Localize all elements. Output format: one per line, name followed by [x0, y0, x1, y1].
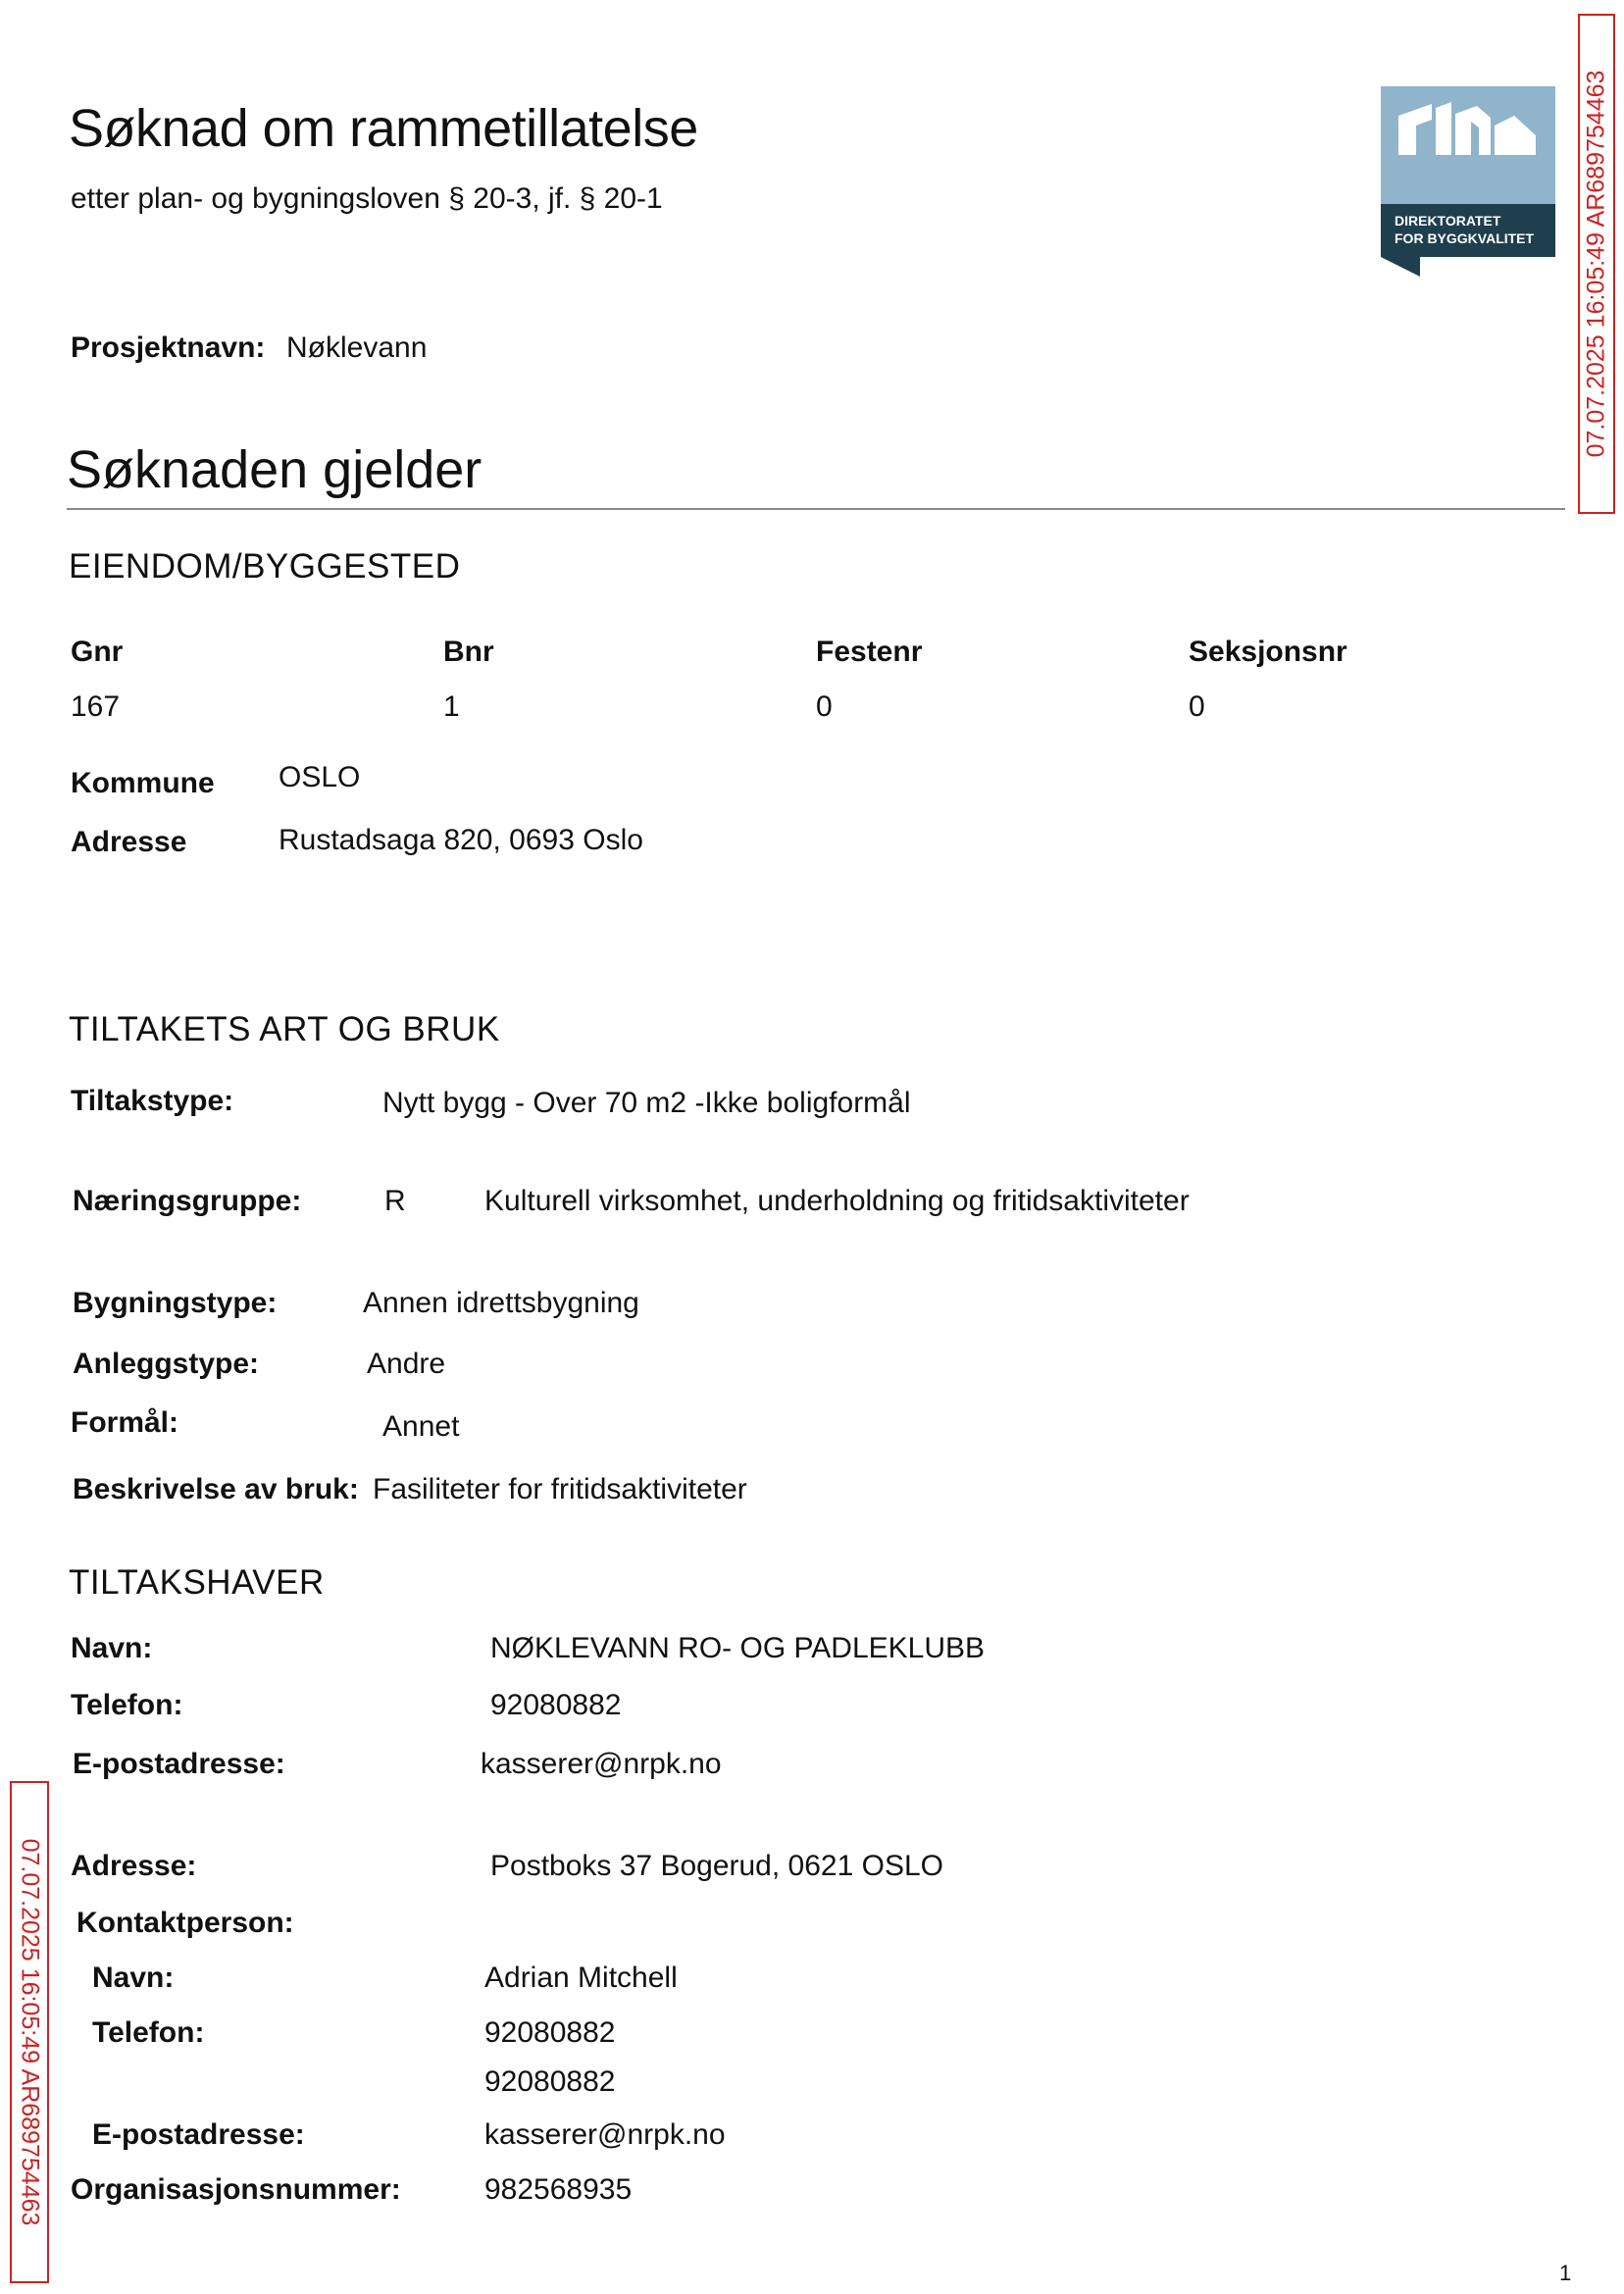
kommune-value: OSLO: [279, 761, 361, 793]
owner-navn-value: NØKLEVANN RO- OG PADLEKLUBB: [490, 1632, 986, 1664]
stamp-text: 07.07.2025 16:05:49 AR689754463: [16, 1838, 44, 2226]
owner-heading: TILTAKSHAVER: [69, 1563, 325, 1602]
timestamp-stamp-right: [1578, 14, 1615, 514]
anleggstype-label: Anleggstype:: [73, 1348, 260, 1380]
page-number: 1: [1559, 2261, 1572, 2285]
bnr-value: 1: [443, 690, 460, 723]
owner-telefon-label: Telefon:: [71, 1689, 183, 1721]
project-label: Prosjektnavn:: [71, 331, 266, 364]
beskrivelse-value: Fasiliteter for fritidsaktiviteter: [373, 1473, 747, 1505]
kontakt-telefon-value: 92080882: [484, 2016, 616, 2049]
naeringsgruppe-label: Næringsgruppe:: [73, 1185, 302, 1217]
section-divider: [67, 508, 1565, 510]
page-title: Søknad om rammetillatelse: [69, 99, 698, 158]
kontakt-epost-value: kasserer@nrpk.no: [484, 2118, 726, 2151]
adresse-value: Rustadsaga 820, 0693 Oslo: [279, 824, 643, 856]
tiltakstype-value: Nytt bygg - Over 70 m2 -Ikke boligformål: [382, 1087, 911, 1119]
kontakt-telefon-label: Telefon:: [92, 2016, 205, 2049]
kommune-label: Kommune: [71, 767, 215, 799]
project-value: Nøklevann: [286, 331, 428, 364]
dibk-logo: [1381, 86, 1555, 277]
seksjonsnr-value: 0: [1189, 690, 1205, 723]
property-heading: EIENDOM/BYGGESTED: [69, 547, 461, 586]
owner-navn-label: Navn:: [71, 1632, 153, 1664]
formal-value: Annet: [382, 1410, 460, 1443]
beskrivelse-label: Beskrivelse av bruk:: [73, 1473, 359, 1505]
naeringsgruppe-code: R: [384, 1185, 406, 1217]
kontakt-navn-value: Adrian Mitchell: [484, 1962, 678, 1994]
dibk-logo-icon: [1381, 86, 1555, 277]
gnr-value: 167: [71, 690, 121, 723]
adresse-label: Adresse: [71, 826, 187, 858]
stamp-text: 07.07.2025 16:05:49 AR689754463: [1582, 70, 1610, 458]
kontakt-navn-label: Navn:: [92, 1962, 175, 1994]
section-title: Søknaden gjelder: [67, 440, 482, 499]
anleggstype-value: Andre: [367, 1348, 446, 1380]
logo-line1: DIREKTORATET: [1395, 213, 1501, 229]
bygningstype-value: Annen idrettsbygning: [363, 1287, 639, 1319]
festenr-label: Festenr: [816, 636, 923, 668]
logo-line2: FOR BYGGKVALITET: [1395, 230, 1535, 246]
gnr-label: Gnr: [71, 636, 124, 668]
owner-epost-value: kasserer@nrpk.no: [481, 1748, 722, 1780]
owner-epost-label: E-postadresse:: [73, 1748, 285, 1780]
formal-label: Formål:: [71, 1406, 179, 1439]
kontakt-telefon-value-2: 92080882: [484, 2065, 616, 2098]
naeringsgruppe-value: Kulturell virksomhet, underholdning og fritidsaktiviteter: [484, 1185, 1190, 1217]
bnr-label: Bnr: [443, 636, 494, 668]
festenr-value: 0: [816, 690, 833, 723]
orgnr-value: 982568935: [484, 2173, 633, 2206]
measure-heading: TILTAKETS ART OG BRUK: [69, 1010, 500, 1048]
orgnr-label: Organisasjonsnummer:: [71, 2173, 401, 2206]
owner-telefon-value: 92080882: [490, 1689, 622, 1721]
bygningstype-label: Bygningstype:: [73, 1287, 278, 1319]
kontakt-label: Kontaktperson:: [76, 1907, 294, 1939]
page-subtitle: etter plan- og bygningsloven § 20-3, jf. § 20-1: [71, 182, 663, 215]
owner-adresse-label: Adresse:: [71, 1850, 197, 1882]
seksjonsnr-label: Seksjonsnr: [1189, 636, 1347, 668]
kontakt-epost-label: E-postadresse:: [92, 2118, 305, 2151]
timestamp-stamp-left: [10, 1781, 49, 2283]
owner-adresse-value: Postboks 37 Bogerud, 0621 OSLO: [490, 1850, 943, 1882]
tiltakstype-label: Tiltakstype:: [71, 1085, 234, 1117]
